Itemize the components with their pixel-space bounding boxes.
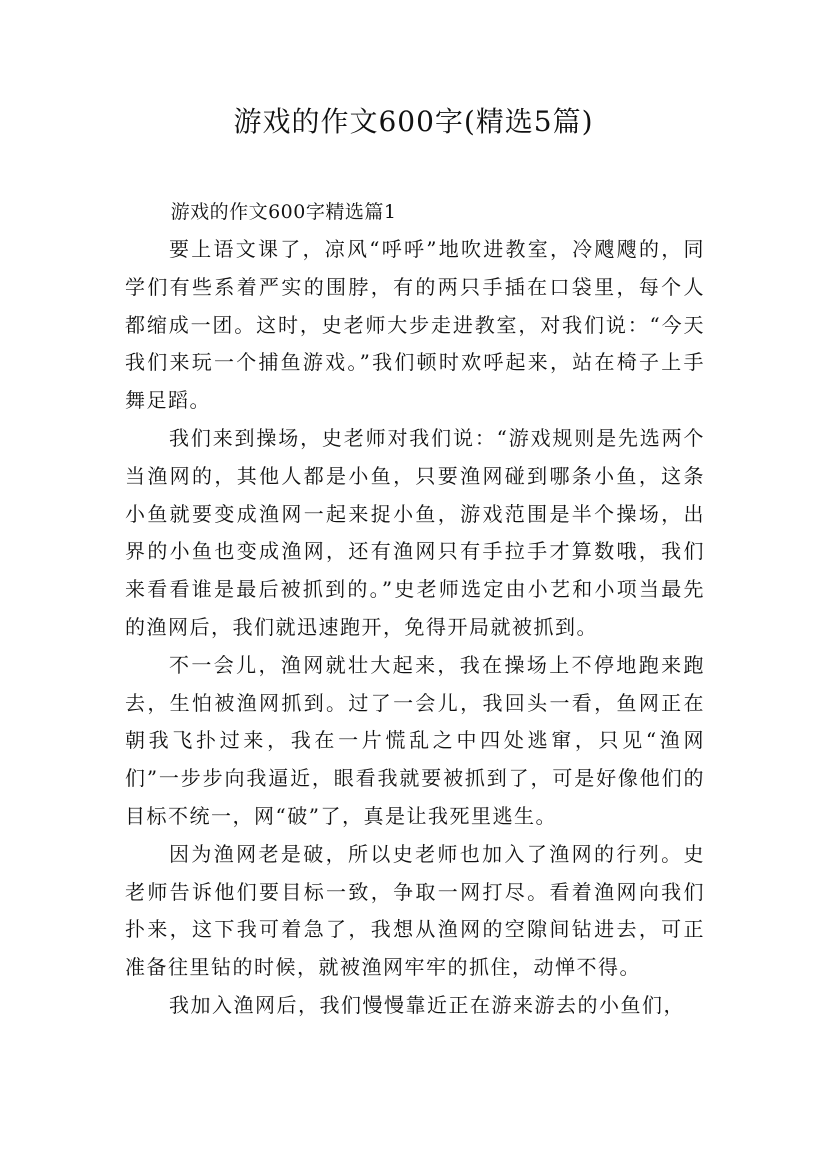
paragraph-4: 因为渔网老是破，所以史老师也加入了渔网的行列。史老师告诉他们要目标一致，争取一网打尽。看着渔网向我们扑来，这下我可着急了，我想从渔网的空隙间钻进去，可正准备往里钻的时候，就被渔网牢牢的抓住，动惮不得。 [125,841,705,980]
section-heading: 游戏的作文600字精选篇1 [170,201,397,223]
paragraph-3: 不一会儿，渔网就壮大起来，我在操场上不停地跑来跑去，生怕被渔网抓到。过了一会儿，我回头一看，鱼网正在朝我飞扑过来，我在一片慌乱之中四处逃窜，只见“渔网们”一步步向我逼近，眼看我就要被抓到了，可是好像他们的目标不统一，网“破”了，真是让我死里逃生。 [125,652,705,828]
paragraph-1: 要上语文课了，凉风“呼呼”地吹进教室，冷飕飕的，同学们有些系着严实的围脖，有的两只手插在口袋里，每个人都缩成一团。这时，史老师大步走进教室，对我们说：“今天我们来玩一个捕鱼游戏。”我们顿时欢呼起来，站在椅子上手舞足蹈。 [125,237,705,413]
document-body [125,193,705,1025]
document-title: 游戏的作文600字(精选5篇) [233,105,594,138]
paragraph-5: 我加入渔网后，我们慢慢靠近正在游来游去的小鱼们， [169,992,685,1017]
paragraph-2: 我们来到操场，史老师对我们说：“游戏规则是先选两个当渔网的，其他人都是小鱼，只要渔网碰到哪条小鱼，这条小鱼就要变成渔网一起来捉小鱼，游戏范围是半个操场，出界的小鱼也变成渔网，还有渔网只有手拉手才算数哦，我们来看看谁是最后被抓到的。”史老师选定由小艺和小项当最先的渔网后，我们就迅速跑开，免得开局就被抓到。 [125,425,705,639]
